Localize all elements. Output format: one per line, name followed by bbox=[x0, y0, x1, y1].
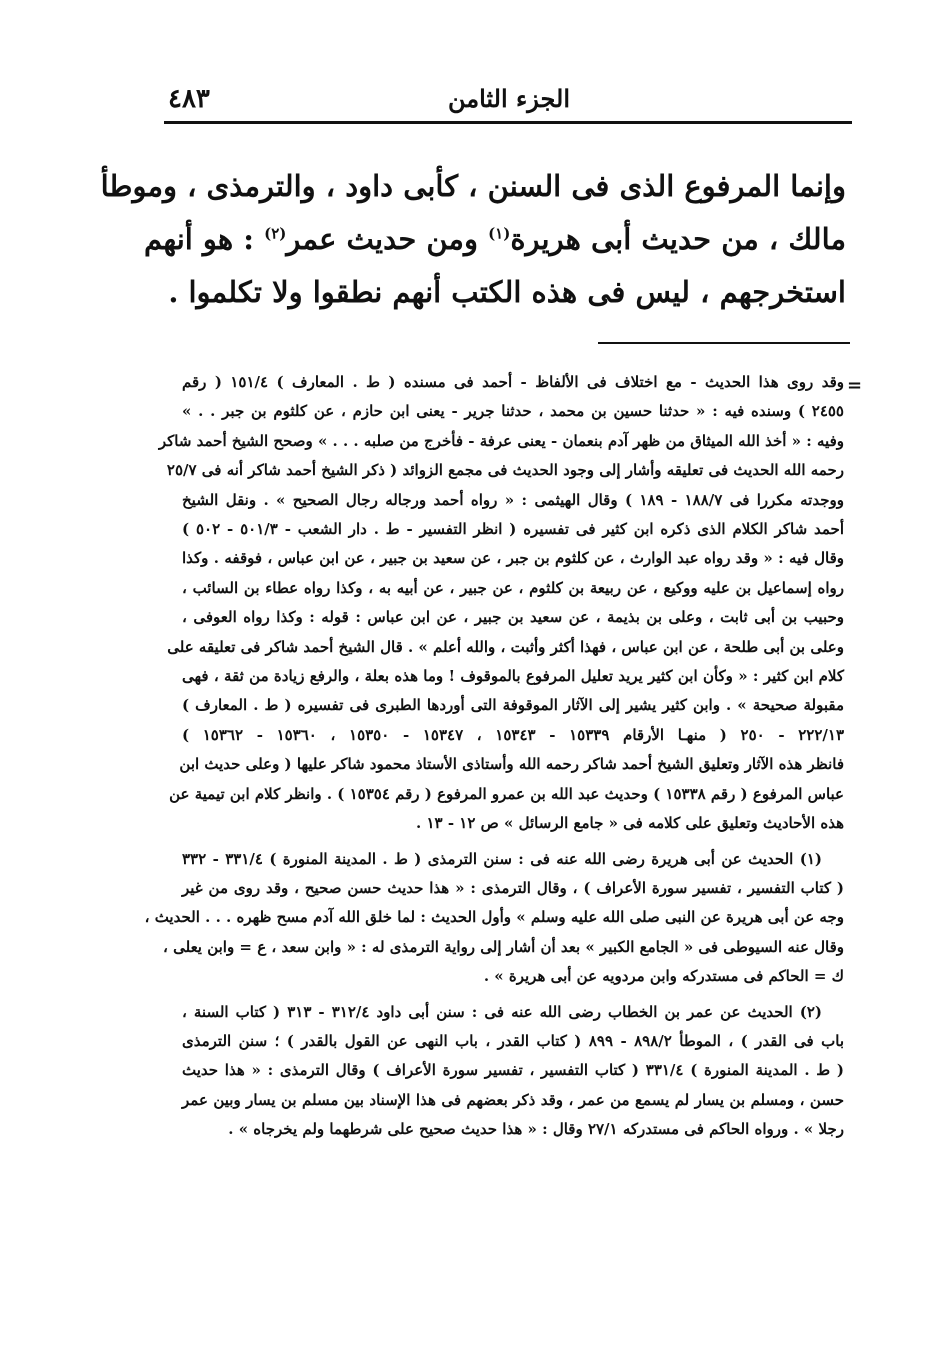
footnote-line: ك = الحاكم فى مستدركه وابن مردويه عن أبى هريرة » . bbox=[483, 967, 844, 986]
footnotes bbox=[144, 368, 845, 1145]
footnote-ref-1[interactable]: (١) bbox=[488, 224, 511, 243]
page-number: ٤٨٣ bbox=[168, 84, 210, 114]
main-text bbox=[100, 160, 846, 319]
footnote-continued bbox=[158, 368, 845, 839]
main-text-fragment: ومن حديث عمر bbox=[286, 222, 489, 256]
footnote-line: وقال فيه : « وقد رواه عبد الوارث ، عن كلثوم بن جبر ، عن سعيد بن جبير ، عن ابن عباس ، فوقفه . وكذا bbox=[182, 549, 844, 568]
footnote-line: هذه الأحاديث وتعليق على كلامه فى « جامع الرسائل » ص ١٢ - ١٣ . bbox=[416, 814, 844, 833]
header-rule bbox=[164, 121, 852, 124]
main-text-line bbox=[144, 213, 846, 266]
footnote-line: وحبيب بن أبى ثابت ، وعلى بن بذيمة ، عن سعيد بن جبير ، عن ابن عباس : قوله : وكذا رواه العوفى ، bbox=[182, 608, 844, 627]
footnote-1 bbox=[144, 845, 844, 992]
footnote-rule bbox=[598, 342, 850, 344]
footnote-line: (٢) الحديث عن عمر بن الخطاب رضى الله عنه فى : سنن أبى داود ٣١٢/٤ - ٣١٣ ( كتاب السنة ، bbox=[182, 1002, 823, 1021]
footnote-line: ووجدته مكررا فى ١٨٨/٧ - ١٨٩ ) وقال الهيثمى : « رواه أحمد ورجاله رجال الصحيح » . ونقل الشيخ bbox=[182, 490, 844, 509]
footnote-line: رواه إسماعيل بن عليه ووكيع ، عن ربيعة بن كلثوم ، عن جبير ، عن أبيه به ، وكذا رواه عطاء بن السائب ، bbox=[182, 578, 844, 597]
footnote-line: عباس المرفوع ( رقم ١٥٣٣٨ ) وحديث عبد الله بن عمرو المرفوع ( رقم ١٥٣٥٤ ) . وانظر كلام ابن تيمية عن bbox=[169, 784, 844, 803]
footnote-line: ( ط . المدينة المنورة ) ٣٣١/٤ ( كتاب التفسير ، تفسير سورة الأعراف ) وقال الترمذى : « هذا حديث bbox=[182, 1061, 845, 1080]
main-text-line: وإنما المرفوع الذى فى السنن ، كأبى داود ، والترمذى ، وموطأ bbox=[100, 169, 846, 203]
footnote-line: باب فى القدر ) ، الموطأ ٨٩٨/٢ - ٨٩٩ ( كتاب القدر ، باب النهى عن القول بالقدر ) ؛ سنن الترمذى bbox=[182, 1031, 845, 1050]
footnote-line: (١) الحديث عن أبى هريرة رضى الله عنه فى : سنن الترمذى ( ط . المدينة المنورة ) ٣٣١/٤ - ٣٣٢ bbox=[182, 849, 822, 868]
footnote-line: وقد روى هذا الحديث - مع اختلاف فى الألفاظ - أحمد فى مسنده ( ط . المعارف ) ١٥١/٤ ( رقم bbox=[182, 373, 844, 391]
page-header bbox=[168, 84, 850, 124]
footnote-line: فانظر هذه الآثار وتعليق الشيخ أحمد شاكر رحمه الله وأستاذى الأستاذ محمود شاكر عليها ( وعلى حديث ابن bbox=[179, 755, 844, 774]
footnote-2 bbox=[182, 998, 844, 1145]
footnote-line: رجلا » . ورواه الحاكم فى مستدركه ٢٧/١ وقال : « هذا حديث صحيح على شرطهما ولم يخرجاه » . bbox=[228, 1120, 844, 1139]
footnote-line: ( كتاب التفسير ، تفسير سورة الأعراف ) ، وقال الترمذى : « هذا حديث حسن صحيح ، وقد روى من غير bbox=[182, 878, 844, 897]
continuation-mark: = bbox=[847, 375, 863, 396]
footnote-line: ٢٤٥٥ ) وسنده فيه : « حدثنا حسين بن محمد ، حدثنا جرير - يعنى ابن حازم ، عن كلثوم بن جبر . . » bbox=[182, 402, 844, 421]
footnote-line: وعلى بن أبى طلحة ، عن ابن عباس ، فهذا أكثر وأثبت ، والله أعلم » . قال الشيخ أحمد شاكر فى تعليقه على bbox=[167, 637, 844, 656]
footnote-line: حسن ، ومسلم بن يسار لم يسمع من عمر ، وقد ذكر بعضهم فى هذا الإسناد بين مسلم بن يسار وبين عمر bbox=[182, 1090, 844, 1109]
footnote-line: وجه عن أبى هريرة عن النبى صلى الله عليه وسلم » وأول الحديث : لما خلق الله آدم مسح ظهره . . . الحديث ، bbox=[144, 908, 844, 927]
footnote-line: مقبولة صحيحة » . وابن كثير يشير إلى الآثار الموقوفة التى أوردها الطبرى فى تفسيره ( ط . المعارف ) bbox=[182, 696, 844, 715]
footnote-line: أحمد شاكر الكلام الذى ذكره ابن كثير فى تفسيره ( انظر التفسير - ط . دار الشعب - ٥٠١/٣ - ٥٠٢ ) bbox=[182, 520, 844, 539]
footnote-line: وقال عنه السيوطى فى « الجامع الكبير » بعد أن أشار إلى رواية الترمذى له : « وابن سعد ، ع = وابن يعلى ، bbox=[163, 937, 844, 956]
main-text-fragment: مالك ، من حديث أبى هريرة bbox=[510, 222, 846, 256]
running-title: الجزء الثامن bbox=[447, 84, 570, 113]
main-text-line: استخرجهم ، ليس فى هذه الكتب أنهم نطقوا ولا تكلموا . bbox=[168, 275, 846, 309]
footnote-ref-2[interactable]: (٢) bbox=[264, 224, 287, 243]
main-text-fragment: : هو أنهم bbox=[144, 222, 265, 256]
footnote-line: رحمه الله الحديث فى تعليقه وأشار إلى وجود الحديث فى مجمع الزوائد ( ذكر الشيخ أحمد شاكر أنه فى ٢٥/٧ bbox=[166, 461, 844, 480]
footnote-line: كلام ابن كثير : « وكأن ابن كثير يريد تعليل المرفوع بالموقوف ! وما هذه بعلة ، والرفع زيادة من ثقة ، فهى bbox=[182, 667, 844, 686]
footnote-line: وفيه : « أخذ الله الميثاق من ظهر آدم بنعمان - يعنى عرفة - فأخرج من صلبه . . . » وصحح الشيخ أحمد شاكر bbox=[158, 431, 844, 450]
footnote-line: ٢٢٢/١٣ - ٢٥٠ ( منهـا الأرقام ١٥٣٣٩ - ١٥٣٤٣ ، ١٥٣٤٧ - ١٥٣٥٠ ، ١٥٣٦٠ - ١٥٣٦٢ ) bbox=[182, 725, 845, 744]
